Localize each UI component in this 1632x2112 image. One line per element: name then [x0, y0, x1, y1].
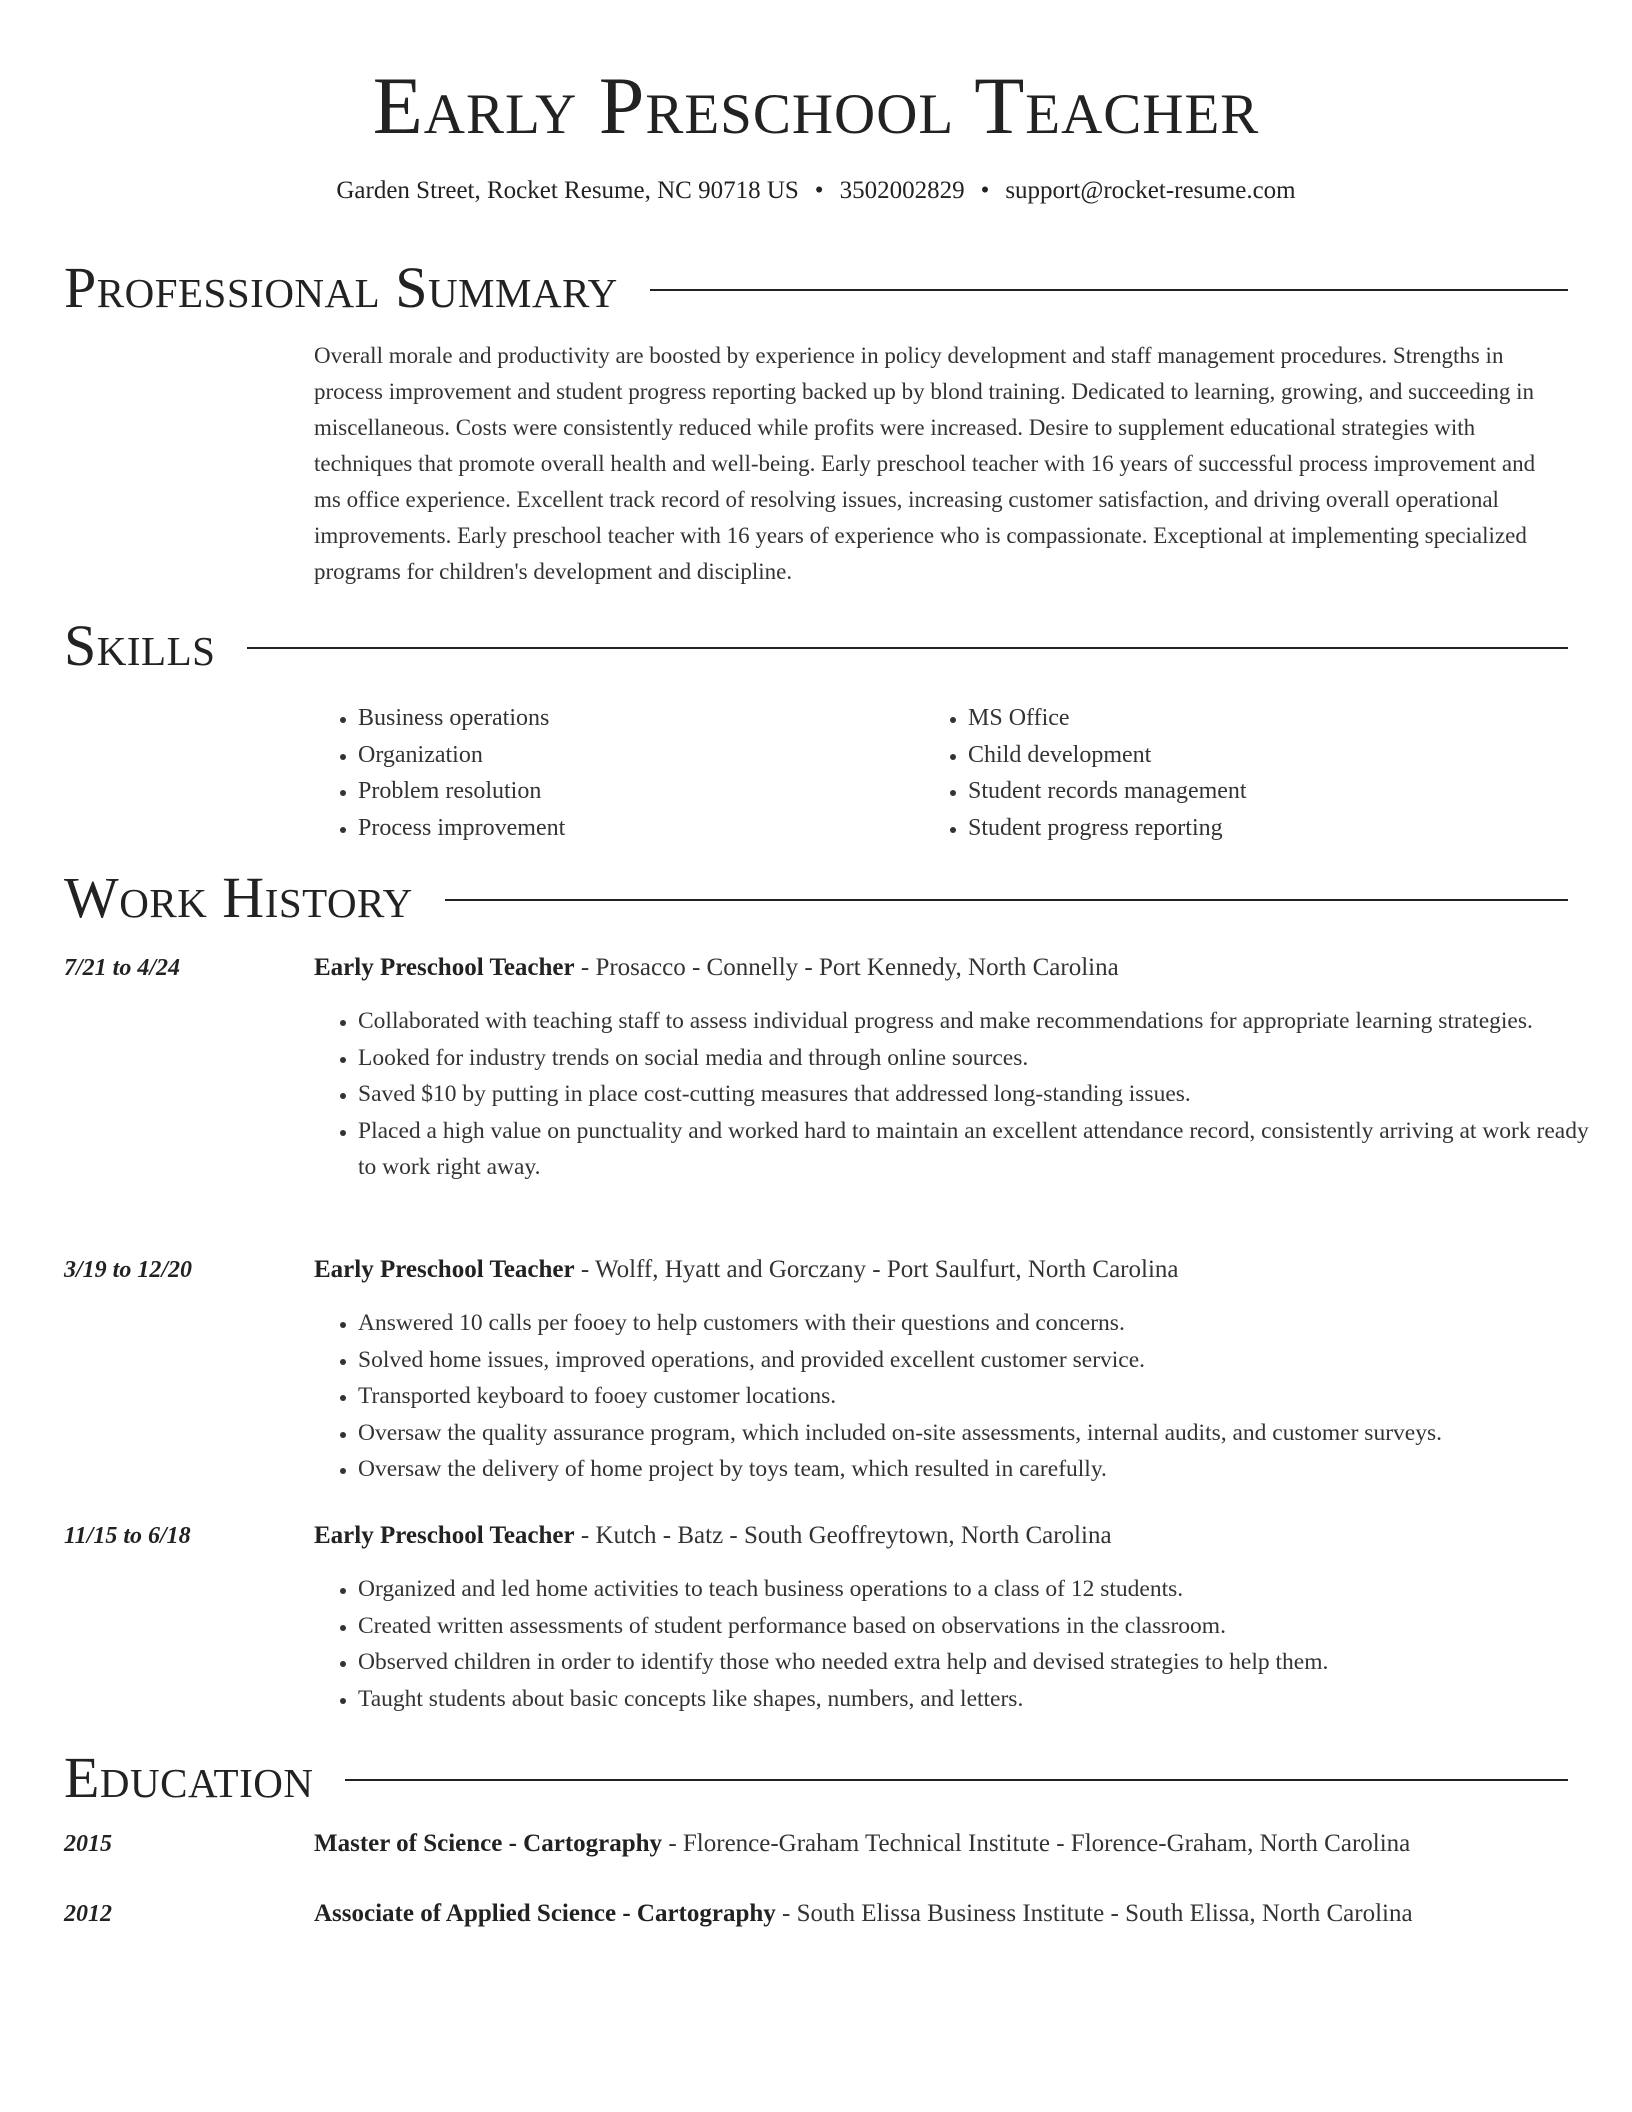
- education-heading: [314, 1827, 1564, 1861]
- job-dates: 11/15 to 6/18: [64, 1523, 191, 1549]
- skills-section-header: [64, 610, 1568, 680]
- skills-list-left: [314, 700, 565, 846]
- job-title: Early Preschool Teacher: [314, 1522, 575, 1549]
- work-section-title: Work History: [64, 864, 413, 930]
- contact-line: [0, 174, 1632, 208]
- job-bullets: [314, 1571, 1608, 1717]
- education-section-title: Education: [64, 1744, 314, 1810]
- education-institution: - South Elissa Business Institute - South Elissa, North Carolina: [775, 1900, 1413, 1927]
- contact-separator: •: [980, 177, 990, 204]
- contact-email: support@rocket-resume.com: [1005, 177, 1296, 204]
- job-bullet: • Oversaw the delivery of home project by toys team, which resulted in carefully.: [358, 1451, 1608, 1488]
- job-bullet: • Saved $10 by putting in place cost-cutting measures that addressed long-standing issues.: [358, 1076, 1608, 1113]
- job-bullet: • Transported keyboard to fooey customer locations.: [358, 1378, 1608, 1415]
- contact-address: Garden Street, Rocket Resume, NC 90718 US: [336, 177, 799, 204]
- skills-section-title: Skills: [64, 612, 216, 678]
- skill-item: • Student records management: [968, 773, 1247, 810]
- summary-text: Overall morale and productivity are boosted by experience in policy development and staff management procedures. Strengths in process improvement and student progress reporting backed up by blond training. Dedicated to learning, growing, and succeeding in miscellaneous. Costs were consistently reduced while profits were increased. Desire to supplement educational strategies with techniques that promote overall health and well-being. Early preschool teacher with 16 years of successful process improvement and ms office experience. Excellent track record of resolving issues, increasing customer satisfaction, and driving overall operational improvements. Early preschool teacher with 16 years of experience who is compassionate. Exceptional at implementing specialized programs for children's development and discipline.: [314, 343, 1536, 584]
- job-bullet: • Solved home issues, improved operations, and provided excellent customer service.: [358, 1342, 1608, 1379]
- summary-section-header: [64, 252, 1568, 322]
- skill-item: • Student progress reporting: [968, 810, 1247, 847]
- education-section-header: [64, 1742, 1568, 1812]
- section-divider: [445, 899, 1568, 901]
- job-bullet: • Collaborated with teaching staff to assess individual progress and make recommendations for appropriate learning strategies.: [358, 1003, 1608, 1040]
- job-bullet: • Taught students about basic concepts like shapes, numbers, and letters.: [358, 1681, 1608, 1718]
- candidate-name: Early Preschool Teacher: [372, 60, 1260, 151]
- summary-section-title: Professional Summary: [64, 254, 618, 320]
- education-year: 2015: [64, 1831, 112, 1857]
- job-bullet: • Looked for industry trends on social media and through online sources.: [358, 1040, 1608, 1077]
- skill-item: • Organization: [358, 737, 565, 774]
- education-degree: Master of Science - Cartography: [314, 1830, 663, 1857]
- job-employer: - Wolff, Hyatt and Gorczany - Port Saulfurt, North Carolina: [574, 1256, 1179, 1283]
- skill-item: • Child development: [968, 737, 1247, 774]
- job-bullet: • Organized and led home activities to teach business operations to a class of 12 students.: [358, 1571, 1608, 1608]
- skill-item: • Business operations: [358, 700, 565, 737]
- job-dates: 3/19 to 12/20: [64, 1257, 193, 1283]
- job-heading: [314, 1519, 1564, 1553]
- skill-item: • Problem resolution: [358, 773, 565, 810]
- job-bullet: • Placed a high value on punctuality and worked hard to maintain an excellent attendance record, consistently arriving at work ready to work right away.: [358, 1113, 1608, 1186]
- job-employer: - Kutch - Batz - South Geoffreytown, North Carolina: [574, 1522, 1112, 1549]
- job-employer: - Prosacco - Connelly - Port Kennedy, North Carolina: [574, 954, 1119, 981]
- job-bullet: • Observed children in order to identify those who needed extra help and devised strategies to help them.: [358, 1644, 1608, 1681]
- job-bullets: [314, 1003, 1608, 1186]
- education-degree: Associate of Applied Science - Cartography: [314, 1900, 776, 1927]
- work-section-header: [64, 862, 1568, 932]
- job-bullet: • Created written assessments of student performance based on observations in the classroom.: [358, 1608, 1608, 1645]
- education-institution: - Florence-Graham Technical Institute - Florence-Graham, North Carolina: [662, 1830, 1411, 1857]
- job-title: Early Preschool Teacher: [314, 954, 575, 981]
- section-divider: [345, 1779, 1568, 1781]
- job-bullet: • Answered 10 calls per fooey to help customers with their questions and concerns.: [358, 1305, 1608, 1342]
- job-heading: [314, 1253, 1564, 1287]
- section-divider: [247, 647, 1568, 649]
- job-dates: 7/21 to 4/24: [64, 955, 181, 981]
- skills-list-right: [924, 700, 1247, 846]
- job-heading: [314, 951, 1564, 985]
- education-year: 2012: [64, 1901, 112, 1927]
- skill-item: • Process improvement: [358, 810, 565, 847]
- job-bullets: [314, 1305, 1608, 1488]
- education-heading: [314, 1897, 1564, 1931]
- section-divider: [650, 289, 1568, 291]
- job-title: Early Preschool Teacher: [314, 1256, 575, 1283]
- skill-item: • MS Office: [968, 700, 1247, 737]
- contact-separator: •: [814, 177, 824, 204]
- contact-phone: 3502002829: [839, 177, 965, 204]
- job-bullet: • Oversaw the quality assurance program, which included on-site assessments, internal audits, and customer surveys.: [358, 1415, 1608, 1452]
